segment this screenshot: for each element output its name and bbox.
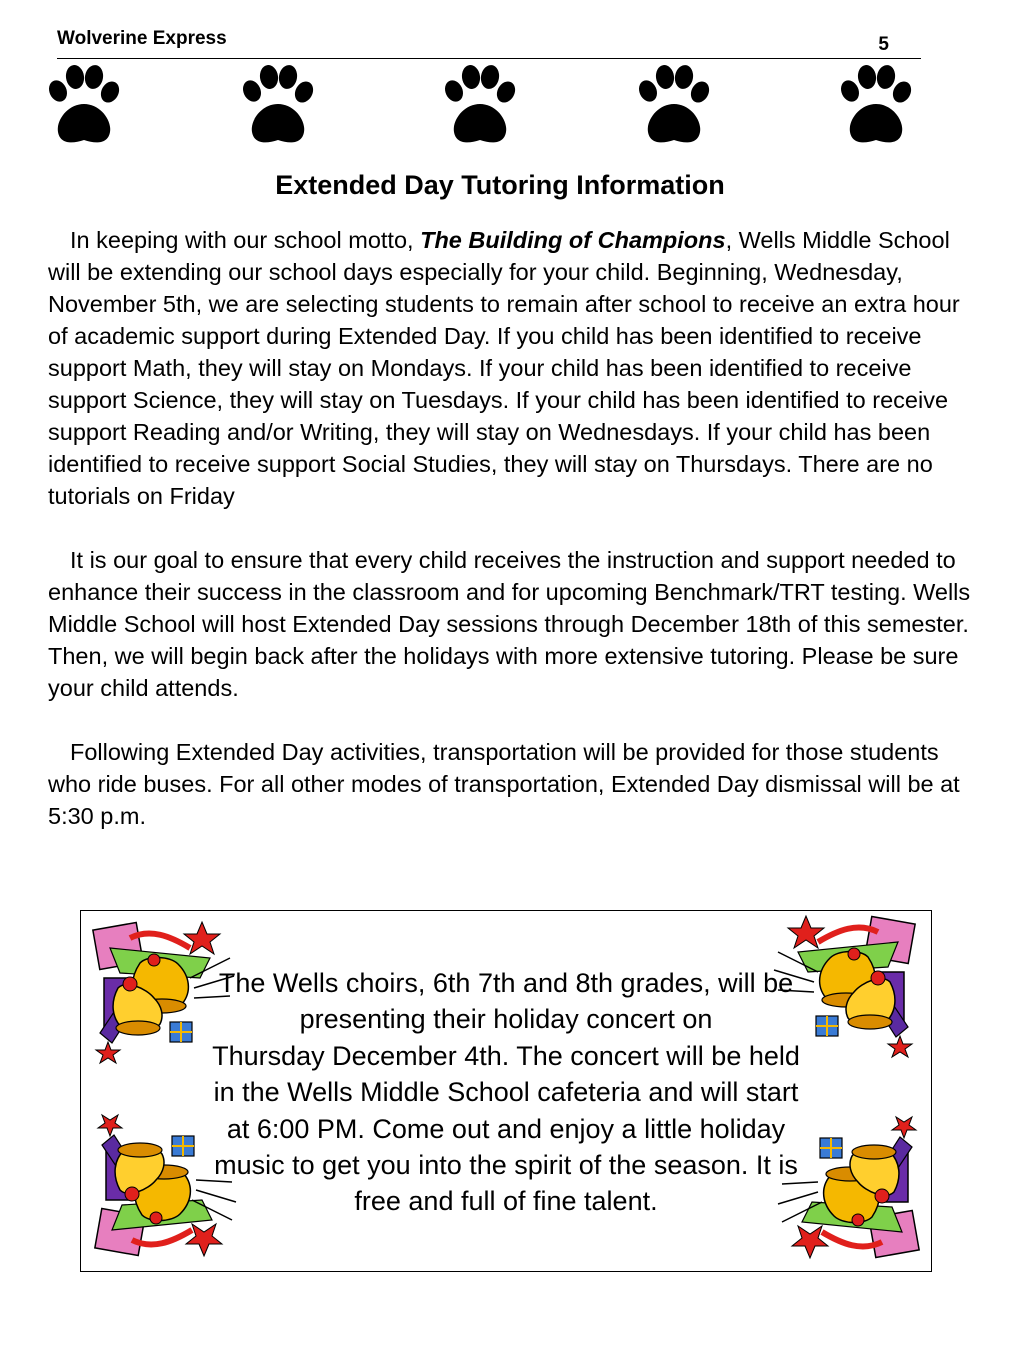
paw-print-icon (434, 64, 524, 150)
paragraph-1 (48, 224, 980, 512)
concert-line: music to get you into the spirit of the season. It is (214, 1150, 798, 1181)
paw-print-icon (38, 64, 128, 150)
article-body (48, 224, 980, 864)
page-number: 5 (878, 34, 889, 55)
article-heading: Extended Day Tutoring Information (275, 170, 725, 200)
paragraph-1-lead: In keeping with our school motto, (70, 227, 421, 253)
paragraph-2: It is our goal to ensure that every child receives the instruction and support needed to enhance their success in the classroom and for upcoming Benchmark/TRT testing. Wells Middle School will host Extended Day sessions through December 18th of this semester. Then, we will begin back after the holidays with more extensive tutoring. Please be sure your child attends. (48, 547, 971, 701)
concert-line: free and full of fine talent. (354, 1186, 658, 1217)
concert-line: presenting their holiday concert on (299, 1004, 713, 1035)
school-motto: The Building of Champions (420, 227, 726, 253)
concert-line: at 6:00 PM. Come out and enjoy a little holiday (226, 1113, 786, 1144)
paw-print-icon (628, 64, 718, 150)
concert-line: The Wells choirs, 6th 7th and 8th grades, will be (218, 968, 794, 998)
concert-announcement (170, 965, 842, 1220)
paragraph-1-rest: , Wells Middle School will be extending our school days especially for your child. Beginning, Wednesday, November 5th, we are selecting students to remain after school to receive an extra hour of academic support during Extended Day. If you child has been identified to receive support Math, they will stay on Mondays. If your child has been identified to receive support Science, they will stay on Tuesdays. If your child has been identified to receive support Reading and/or Writing, they will stay on Wednesdays. If your child has been identified to receive support Social Studies, they will stay on Thursdays. There are no tutorials on Friday (48, 227, 960, 509)
newsletter-title: Wolverine Express (57, 28, 227, 49)
concert-line: Thursday December 4th. The concert will be held (212, 1040, 800, 1071)
paw-print-row (0, 64, 1024, 154)
paw-print-icon (830, 64, 920, 150)
concert-line: in the Wells Middle School cafeteria and will start (213, 1077, 799, 1108)
paw-print-icon (232, 64, 322, 150)
paragraph-3: Following Extended Day activities, transportation will be provided for those students who ride buses. For all other modes of transportation, Extended Day dismissal will be at 5:30 p.m. (48, 739, 960, 829)
page-header (57, 26, 921, 59)
